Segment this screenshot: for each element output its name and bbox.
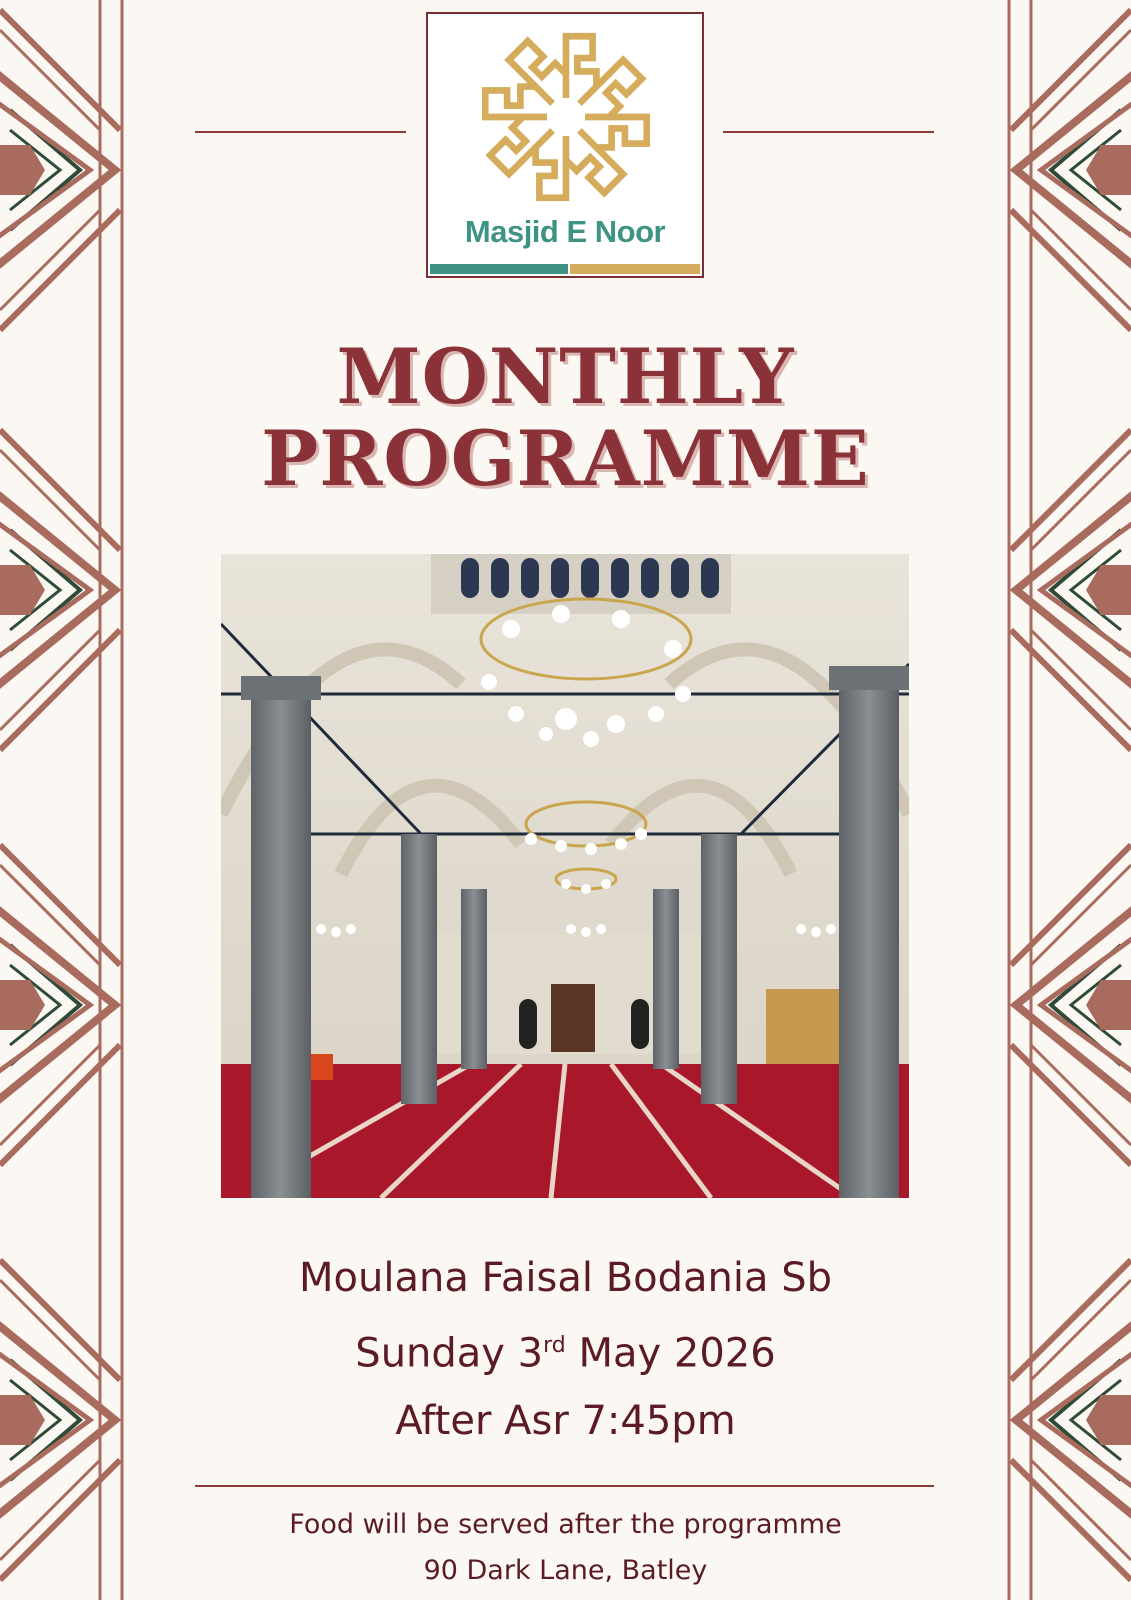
mosque-interior-photo	[221, 554, 909, 1198]
logo-bar-teal	[430, 264, 568, 274]
event-date	[150, 1312, 981, 1387]
logo-wordmark: Masjid E Noor	[464, 214, 666, 249]
left-geometric-border	[0, 0, 150, 1600]
date-ordinal: rd	[543, 1333, 566, 1358]
date-prefix: Sunday 3	[355, 1330, 544, 1377]
address: 90 Dark Lane, Batley	[423, 1555, 708, 1586]
footer	[150, 1502, 981, 1594]
title-line-1: MONTHLY	[336, 332, 795, 421]
masjid-logo	[426, 12, 704, 278]
footer-divider	[195, 1485, 934, 1487]
right-geometric-border	[981, 0, 1131, 1600]
header-line-left	[195, 131, 406, 133]
logo-bar-gold	[570, 264, 700, 274]
title-line-2: PROGRAMME	[261, 414, 870, 503]
food-note: Food will be served after the programme	[289, 1509, 842, 1540]
page-title	[150, 332, 981, 503]
kufic-star-emblem-icon	[468, 22, 664, 212]
header-line-right	[723, 131, 934, 133]
speaker-name: Moulana Faisal Bodania Sb	[299, 1255, 832, 1301]
event-details	[150, 1244, 981, 1455]
date-suffix: May 2026	[565, 1330, 776, 1377]
event-time: After Asr 7:45pm	[395, 1398, 736, 1445]
